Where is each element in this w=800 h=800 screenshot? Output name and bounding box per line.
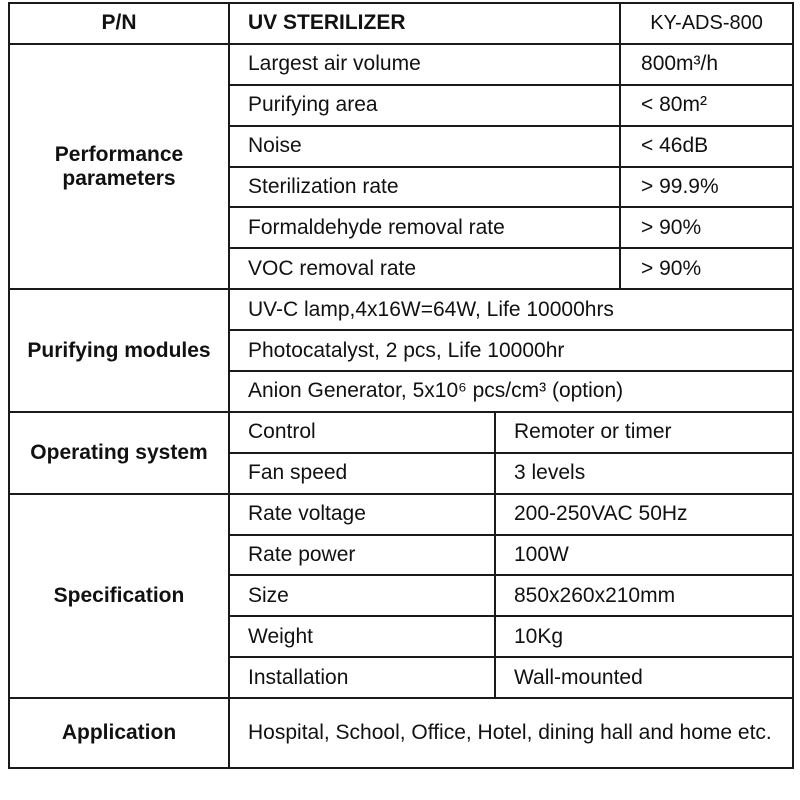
param-name: VOC removal rate <box>229 248 620 289</box>
param-name: Control <box>229 412 495 453</box>
performance-section-label: Performance parameters <box>9 44 229 289</box>
specification-section-label: Specification <box>9 494 229 698</box>
param-value: Remoter or timer <box>495 412 793 453</box>
param-value: > 90% <box>620 248 793 289</box>
table-row <box>9 412 793 453</box>
pn-label: P/N <box>9 3 229 44</box>
param-name: Formaldehyde removal rate <box>229 207 620 248</box>
param-name: Largest air volume <box>229 44 620 85</box>
param-value: < 80m² <box>620 85 793 126</box>
param-name: Weight <box>229 616 495 657</box>
param-value: Wall-mounted <box>495 657 793 698</box>
param-value: 3 levels <box>495 453 793 494</box>
param-name: Fan speed <box>229 453 495 494</box>
module-item: Photocatalyst, 2 pcs, Life 10000hr <box>229 330 793 371</box>
param-value: 800m³/h <box>620 44 793 85</box>
module-item: Anion Generator, 5x10⁶ pcs/cm³ (option) <box>229 371 793 412</box>
module-item: UV-C lamp,4x16W=64W, Life 10000hrs <box>229 289 793 330</box>
application-text: Hospital, School, Office, Hotel, dining hall and home etc. <box>229 698 793 768</box>
table-row <box>9 44 793 85</box>
param-value: 850x260x210mm <box>495 575 793 616</box>
table-row <box>9 698 793 768</box>
param-name: Sterilization rate <box>229 167 620 208</box>
spec-table <box>8 2 794 769</box>
param-value: 10Kg <box>495 616 793 657</box>
param-value: < 46dB <box>620 126 793 167</box>
param-value: 100W <box>495 535 793 576</box>
modules-section-label: Purifying modules <box>9 289 229 412</box>
param-name: Installation <box>229 657 495 698</box>
param-value: > 99.9% <box>620 167 793 208</box>
operating-section-label: Operating system <box>9 412 229 494</box>
param-name: Noise <box>229 126 620 167</box>
param-value: > 90% <box>620 207 793 248</box>
param-name: Purifying area <box>229 85 620 126</box>
param-name: Rate voltage <box>229 494 495 535</box>
model-number: KY-ADS-800 <box>620 3 793 44</box>
param-value: 200-250VAC 50Hz <box>495 494 793 535</box>
application-section-label: Application <box>9 698 229 768</box>
product-name: UV STERILIZER <box>229 3 620 44</box>
param-name: Rate power <box>229 535 495 576</box>
table-row <box>9 494 793 535</box>
table-row <box>9 289 793 330</box>
header-row <box>9 3 793 44</box>
param-name: Size <box>229 575 495 616</box>
